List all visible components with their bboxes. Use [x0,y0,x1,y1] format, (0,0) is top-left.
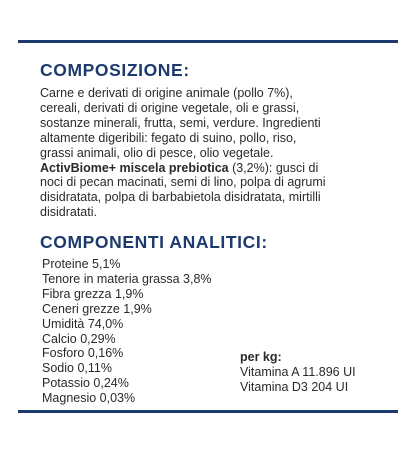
composition-line: disidratati. [40,205,97,220]
activbiome-label: ActivBiome+ miscela prebiotica [40,160,229,175]
vitamins-block [240,350,356,395]
activbiome-value: (3,2%): gusci di [228,160,319,175]
bottom-divider [18,410,398,413]
composition-line: Carne e derivati di origine animale (pollo 7%), [40,86,293,100]
composition-line: disidratata, polpa di barbabietola disidratata, mirtilli [40,190,321,205]
analytical-item: Potassio 0,24% [42,376,129,391]
vitamin-item: Vitamina D3 204 UI [240,379,349,394]
analytical-item: Umidità 74,0% [42,316,124,331]
analytical-components-heading: COMPONENTI ANALITICI: [40,232,268,252]
analytical-item: Fosforo 0,16% [42,346,124,361]
analytical-item: Tenore in materia grassa 3,8% [42,271,212,286]
analytical-item: Ceneri grezze 1,9% [42,301,152,316]
composition-line: cereali, derivati di origine vegetale, oli e grassi, [40,100,300,115]
analytical-item: Magnesio 0,03% [42,391,136,406]
vitamin-item: Vitamina A 11.896 UI [240,364,356,379]
composition-line: sostanze minerali, frutta, semi, verdure. Ingredienti [40,115,321,130]
composition-line: altamente digeribili: fegato di suino, pollo, riso, [40,130,297,145]
analytical-components-list [42,257,212,406]
activbiome-line [40,161,385,176]
analytical-item: Proteine 5,1% [42,257,121,271]
composition-text [40,86,385,220]
analytical-item: Sodio 0,11% [42,361,112,376]
vitamins-heading: per kg: [240,350,282,364]
composition-line: grassi animali, olio di pesce, olio vegetale. [40,145,274,160]
composition-line: noci di pecan macinati, semi di lino, polpa di agrumi [40,175,326,190]
analytical-item: Calcio 0,29% [42,331,116,346]
analytical-item: Fibra grezza 1,9% [42,286,144,301]
composition-heading: COMPOSIZIONE: [40,60,190,80]
top-divider [18,40,398,43]
